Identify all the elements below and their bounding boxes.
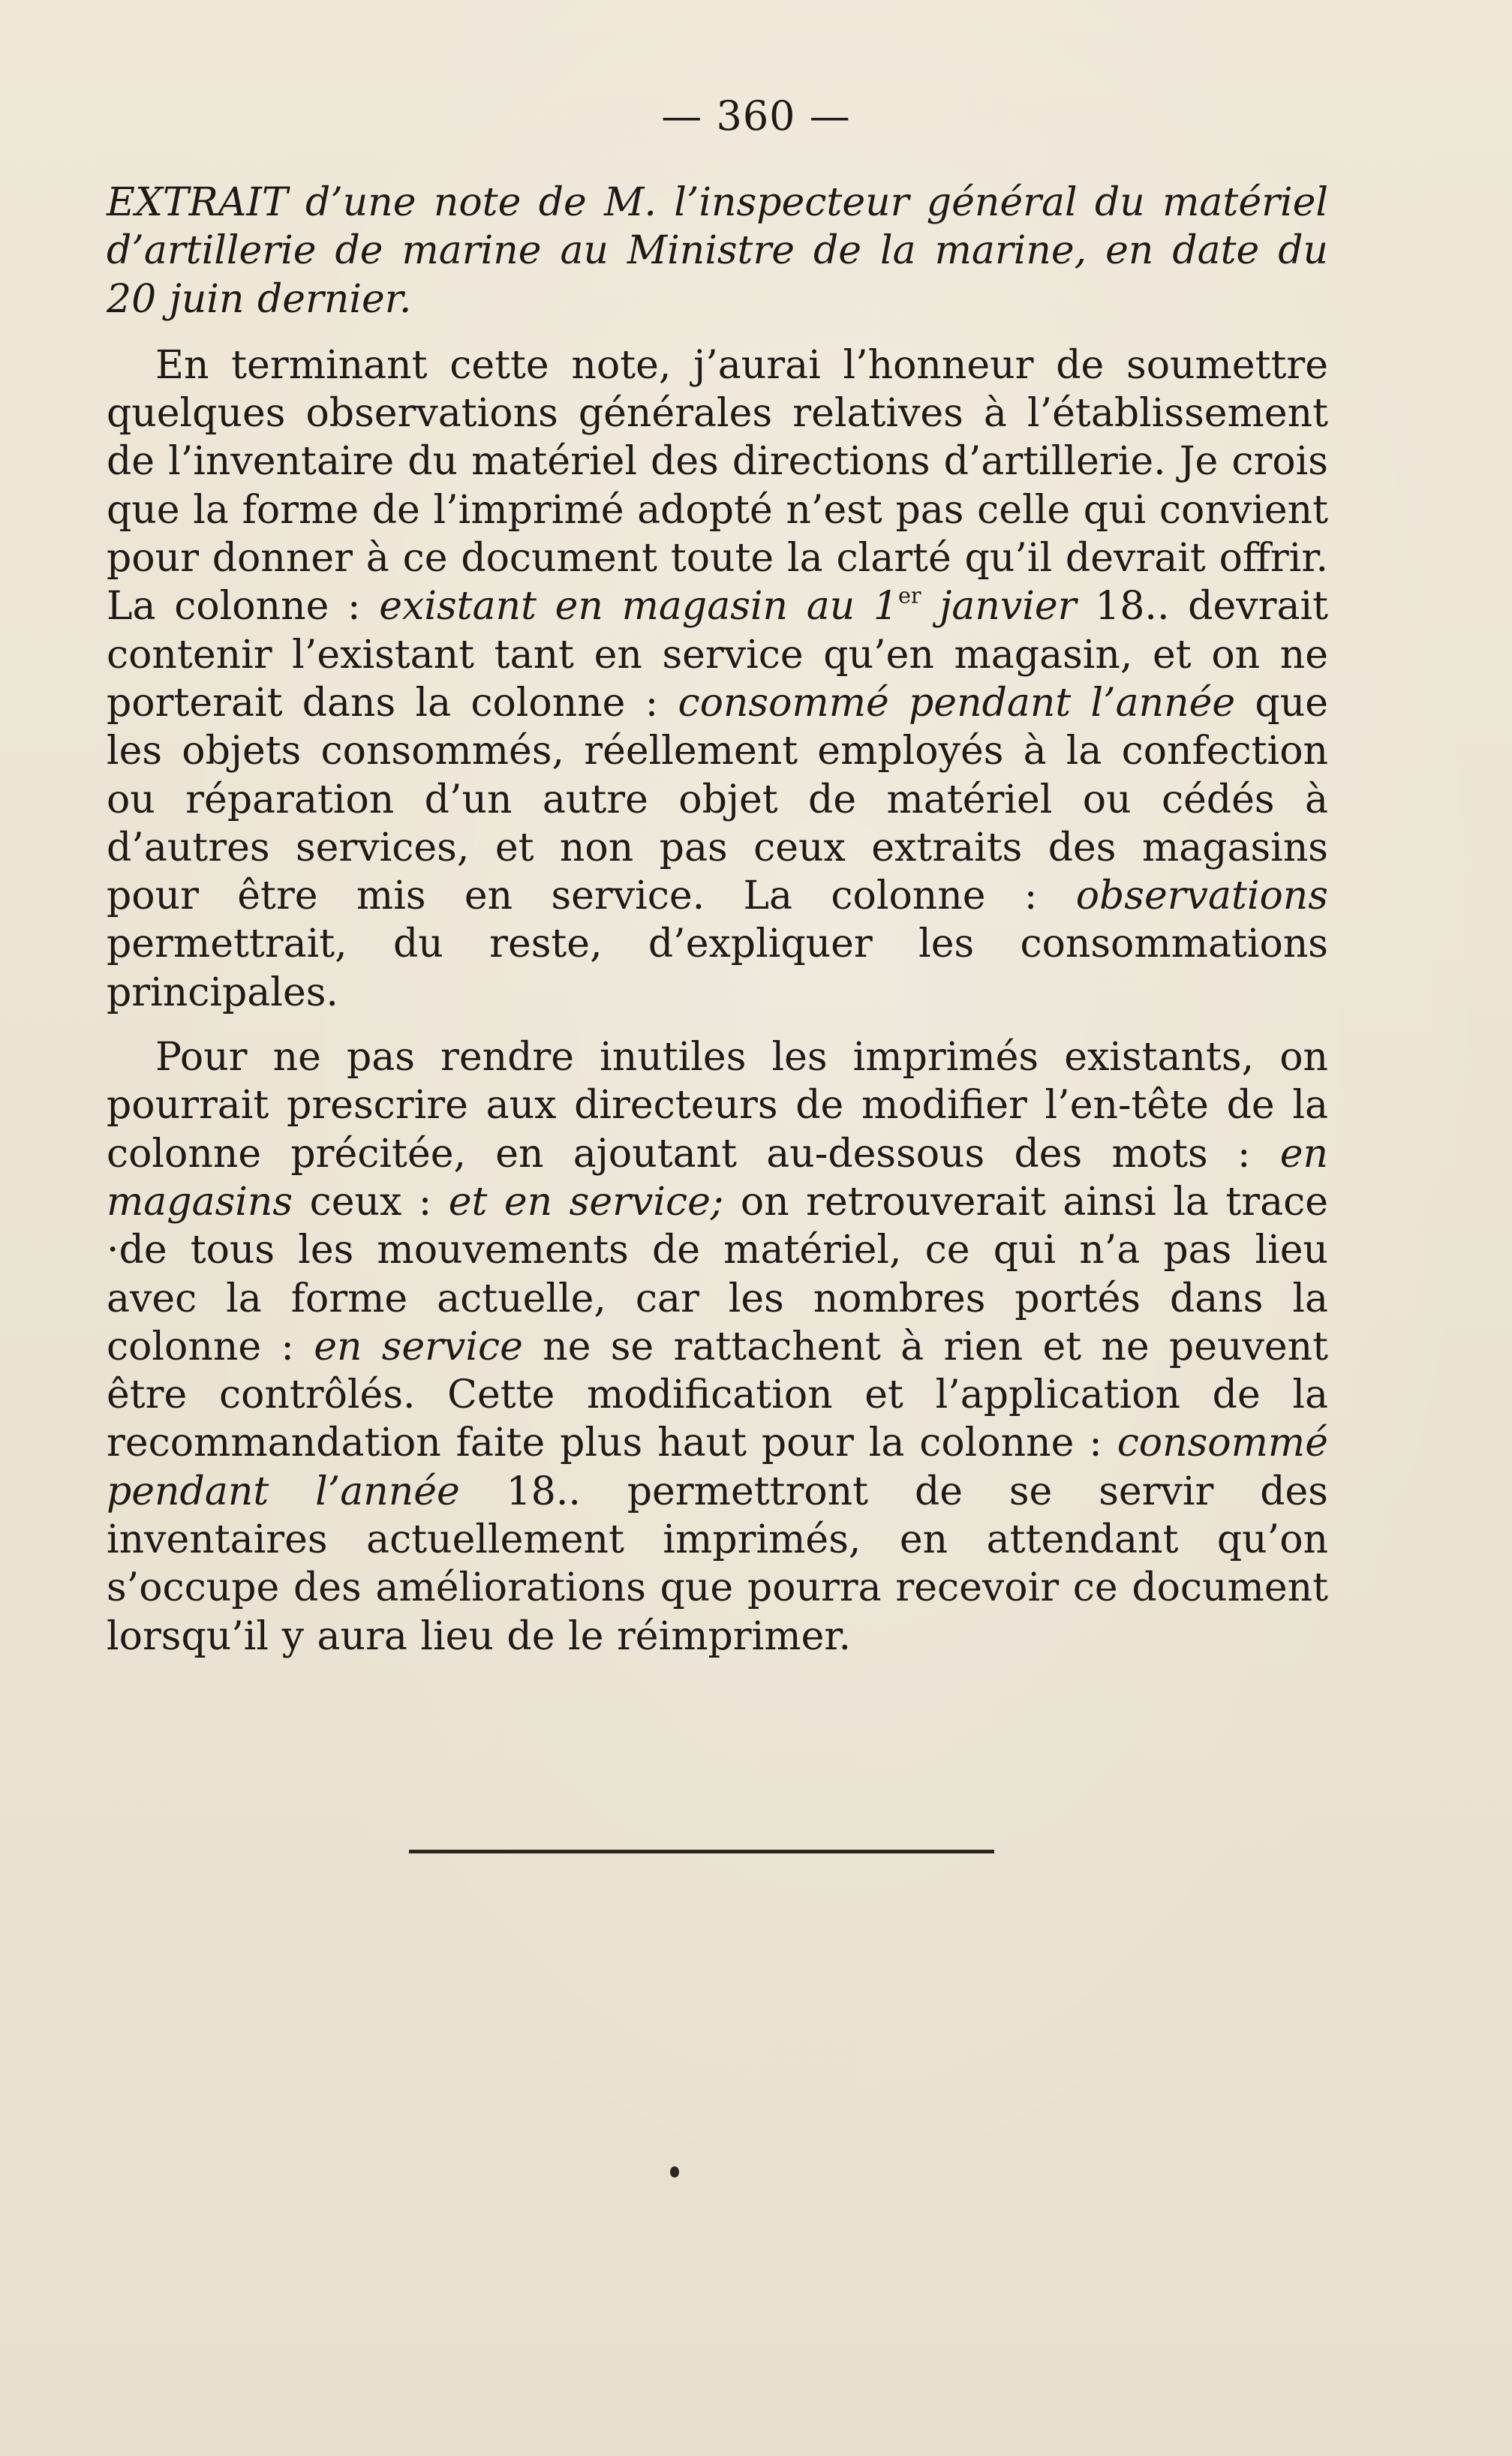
paragraph-inventory-observations <box>107 341 1328 1017</box>
italic-phrase: et en service; <box>448 1179 724 1225</box>
paragraph-text: ne se rattachent à rien et ne peuvent être contrôlés. Cette modification et l’application de la recommandation faite plus haut pour la colonne : <box>107 1324 1329 1466</box>
paragraph-text: 18.. permettront de se servir des inventaires actuellement imprimés, en attendant qu’on s’occupe des améliorations que pourra recevoir ce document lorsqu’il y aura lieu de le réimprimer. <box>107 1468 1328 1659</box>
paragraph-text: Pour ne pas rendre inutiles les imprimés existants, on pourrait prescrire aux directeurs de modifier l’en-tête de la colonne précitée, en ajoutant au-dessous des mots : <box>107 1035 1328 1177</box>
italic-phrase: consommé pendant l’année <box>678 680 1236 726</box>
italic-phrase: consommé pendant l’année <box>107 1420 1328 1514</box>
paragraph-text: on retrouverait ainsi la trace ·de tous les mouvements de matériel, ce qui n’a pas lieu avec la forme actuelle, car les nombres portés dans la colonne : <box>107 1179 1328 1369</box>
italic-phrase: en magasins <box>107 1131 1328 1225</box>
paragraph-printed-forms <box>107 1033 1328 1661</box>
italic-phrase: existant en magasin au 1 <box>379 584 898 630</box>
paragraph-text: En terminant cette note, j’aurai l’honneur de soumettre quelques observations générales relatives à l’établissement de l’inventaire du matériel des directions d’artillerie. Je crois que la forme de l’imprimé adopté n’est pas celle qui convient pour donner à ce document toute la clarté qu’il devrait offrir. La colonne : <box>107 342 1328 630</box>
paragraph-text: ceux : <box>293 1179 449 1225</box>
document-body <box>107 179 1328 1677</box>
paragraph-text: permettrait, du reste, d’expliquer les consommations principales. <box>107 921 1328 1015</box>
italic-phrase: en service <box>314 1324 523 1369</box>
section-divider <box>409 1850 994 1853</box>
italic-phrase: janvier <box>921 584 1077 630</box>
extract-heading: EXTRAIT d’une note de M. l’inspecteur général du matériel d’artillerie de marine au Ministre de la marine, en date du 20 juin dernier. <box>107 180 1328 322</box>
page-number: — 360 — <box>661 92 851 140</box>
italic-phrase: observations <box>1075 873 1328 919</box>
paragraph-text: 18.. devrait contenir l’existant tant en service qu’en magasin, et on ne porterait dans la colonne : <box>107 584 1328 726</box>
ink-spot <box>670 2166 679 2178</box>
superscript: er <box>898 582 921 609</box>
paragraph-text: que les objets consommés, réellement employés à la confection ou réparation d’un autre objet de matériel ou cédés à d’autres services, et non pas ceux extraits des magasins pour être mis en service. La colonne : <box>107 680 1328 919</box>
